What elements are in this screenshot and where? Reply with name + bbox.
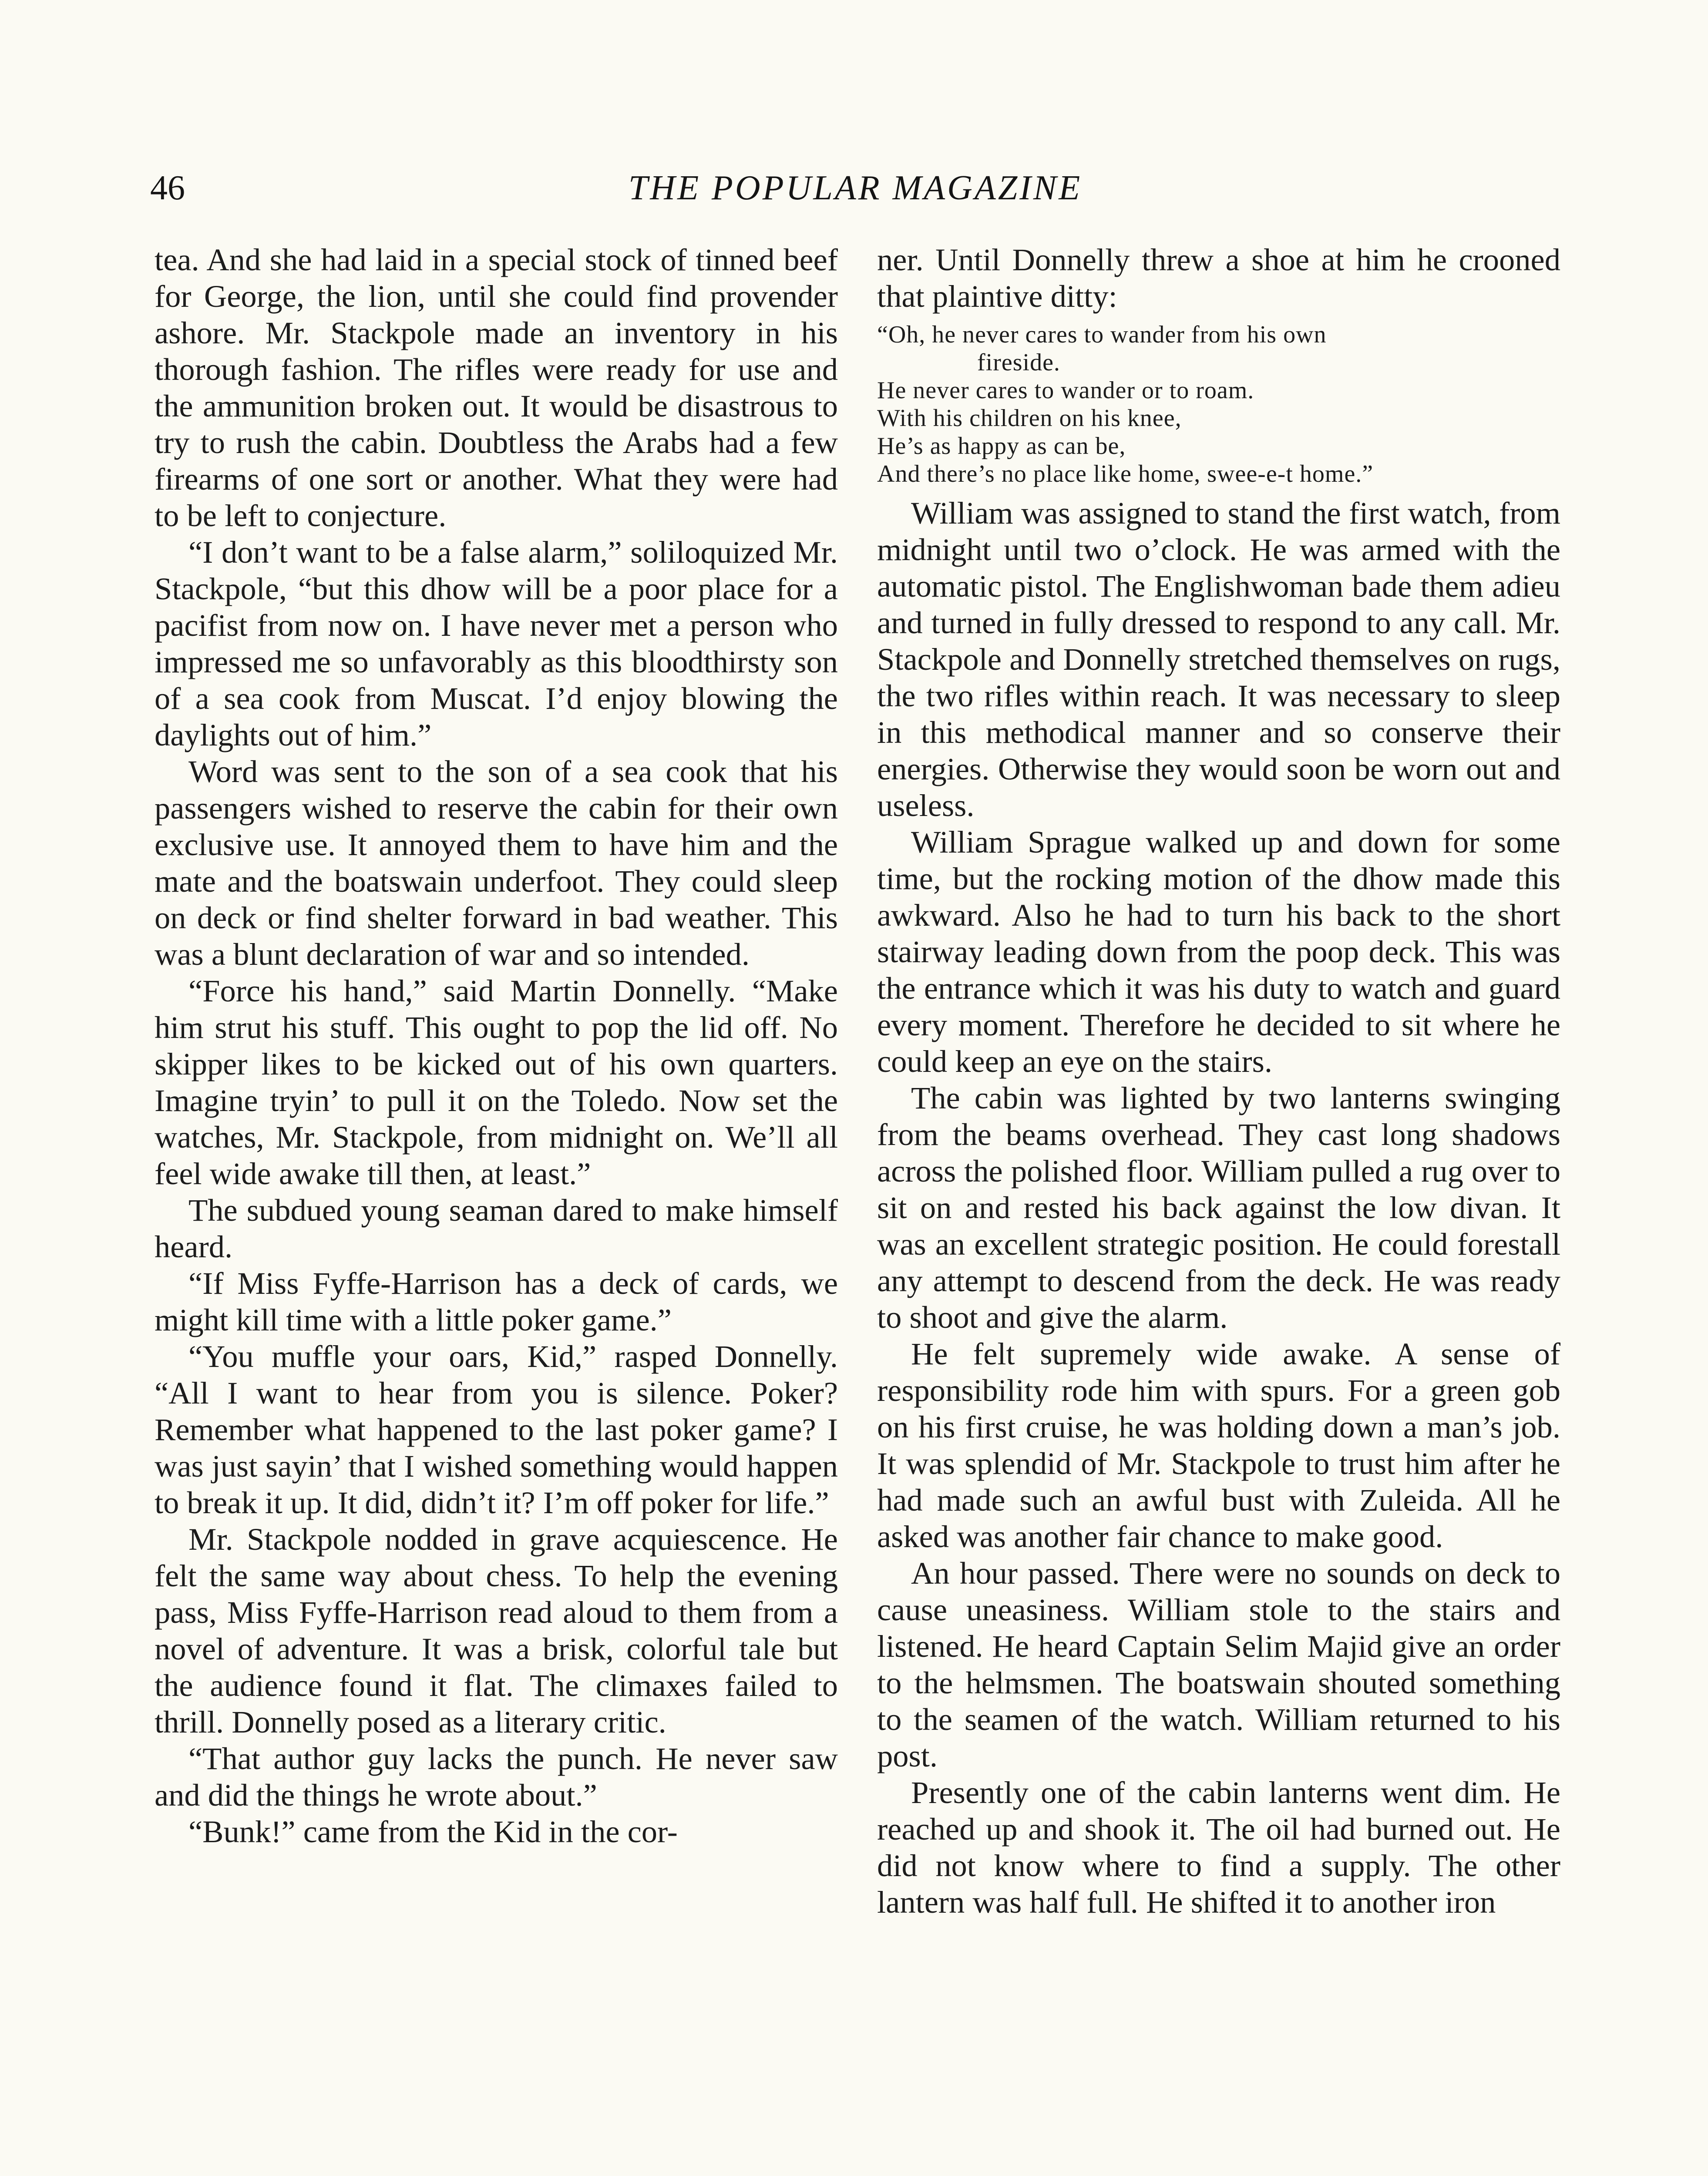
paragraph: “If Miss Fyffe-Harrison has a deck of cards, we might kill time with a little poker game.” — [155, 1266, 838, 1337]
paragraph: “Bunk!” came from the Kid in the cor- — [188, 1814, 678, 1849]
paragraph: ner. Until Donnelly threw a shoe at him he crooned that plaintive ditty: — [877, 242, 1560, 314]
right-column — [877, 242, 1560, 1921]
paragraph: He felt supremely wide awake. A sense of responsibility rode him with spurs. For a green gob on his first cruise, he was holding down a man’s job. It was splendid of Mr. Stackpole to trust him after he had made such an awful bust with Zuleida. All he asked was another fair chance to make good. — [877, 1336, 1560, 1554]
paragraph: “I don’t want to be a false alarm,” soliloquized Mr. Stackpole, “but this dhow will be a poor place for a pacifist from now on. I have never met a person who impressed me so unfavorably as this bloodthirsty son of a sea cook from Muscat. I’d enjoy blowing the daylights out of him.” — [155, 534, 838, 752]
paragraph: An hour passed. There were no sounds on deck to cause uneasiness. William stole to the stairs and listened. He heard Captain Selim Majid give an order to the helmsmen. The boatswain shouted something to the seamen of the watch. William returned to his post. — [877, 1555, 1560, 1773]
paragraph: tea. And she had laid in a special stock of tinned beef for George, the lion, until she could find provender ashore. Mr. Stackpole made an inventory in his thorough fashion. The rifles were ready for use and the ammunition broken out. It would be disastrous to try to rush the cabin. Doubtless the Arabs had a few firearms of one sort or another. What they were had to be left to conjecture. — [155, 242, 838, 533]
left-column — [155, 242, 838, 1850]
verse-line: fireside. — [977, 349, 1060, 376]
paragraph: “Force his hand,” said Martin Donnelly. “Make him strut his stuff. This ought to pop the lid off. No skipper likes to be kicked out of his own quarters. Imagine tryin’ to pull it on the Toledo. Now set the watches, Mr. Stackpole, from midnight on. We’ll all feel wide awake till then, at least.” — [155, 973, 838, 1191]
paragraph: “You muffle your oars, Kid,” rasped Donnelly. “All I want to hear from you is silence. Poker? Remember what happened to the last poker game? I was just sayin’ that I wished something would happen to break it up. It did, didn’t it? I’m off poker for life.” — [155, 1339, 838, 1520]
verse-line: And there’s no place like home, swee-e-t home.” — [877, 460, 1374, 487]
paragraph: Presently one of the cabin lanterns went dim. He reached up and shook it. The oil had burned out. He did not know where to find a supply. The other lantern was half full. He shifted it to another iron — [877, 1775, 1560, 1920]
verse-line: He never cares to wander or to roam. — [877, 377, 1254, 404]
paragraph: William was assigned to stand the first watch, from midnight until two o’clock. He was armed with the automatic pistol. The Englishwoman bade them adieu and turned in fully dressed to respond to any call. Mr. Stackpole and Donnelly stretched themselves on rugs, the two rifles within reach. It was necessary to sleep in this methodical manner and so conserve their energies. Otherwise they would soon be worn out and useless. — [877, 495, 1560, 823]
paragraph: Mr. Stackpole nodded in grave acquiescence. He felt the same way about chess. To help the evening pass, Miss Fyffe-Harrison read aloud to them from a novel of adventure. It was a brisk, colorful tale but the audience found it flat. The climaxes failed to thrill. Donnelly posed as a literary critic. — [155, 1521, 838, 1739]
verse-line: He’s as happy as can be, — [877, 433, 1126, 460]
paragraph: Word was sent to the son of a sea cook that his passengers wished to reserve the cabin for their own exclusive use. It annoyed them to have him and the mate and the boatswain underfoot. They could sleep on deck or find shelter forward in bad weather. This was a blunt declaration of war and so intended. — [155, 754, 838, 972]
paragraph: William Sprague walked up and down for some time, but the rocking motion of the dhow made this awkward. Also he had to turn his back to the short stairway leading down from the poop deck. This was the entrance which it was his duty to watch and guard every moment. Therefore he decided to sit where he could keep an eye on the stairs. — [877, 824, 1560, 1079]
verse-line: With his children on his knee, — [877, 405, 1182, 432]
verse-line: “Oh, he never cares to wander from his own — [877, 321, 1327, 348]
song-verse — [877, 321, 1560, 488]
paragraph: “That author guy lacks the punch. He never saw and did the things he wrote about.” — [155, 1741, 838, 1813]
magazine-title: THE POPULAR MAGAZINE — [628, 169, 1083, 207]
page-number: 46 — [150, 169, 185, 207]
page-header — [150, 162, 1560, 214]
paragraph: The cabin was lighted by two lanterns swinging from the beams overhead. They cast long shadows across the polished floor. William pulled a rug over to sit on and rested his back against the low divan. It was an excellent strategic position. He could forestall any attempt to descend from the deck. He was ready to shoot and give the alarm. — [877, 1080, 1560, 1335]
paragraph: The subdued young seaman dared to make himself heard. — [155, 1192, 838, 1264]
